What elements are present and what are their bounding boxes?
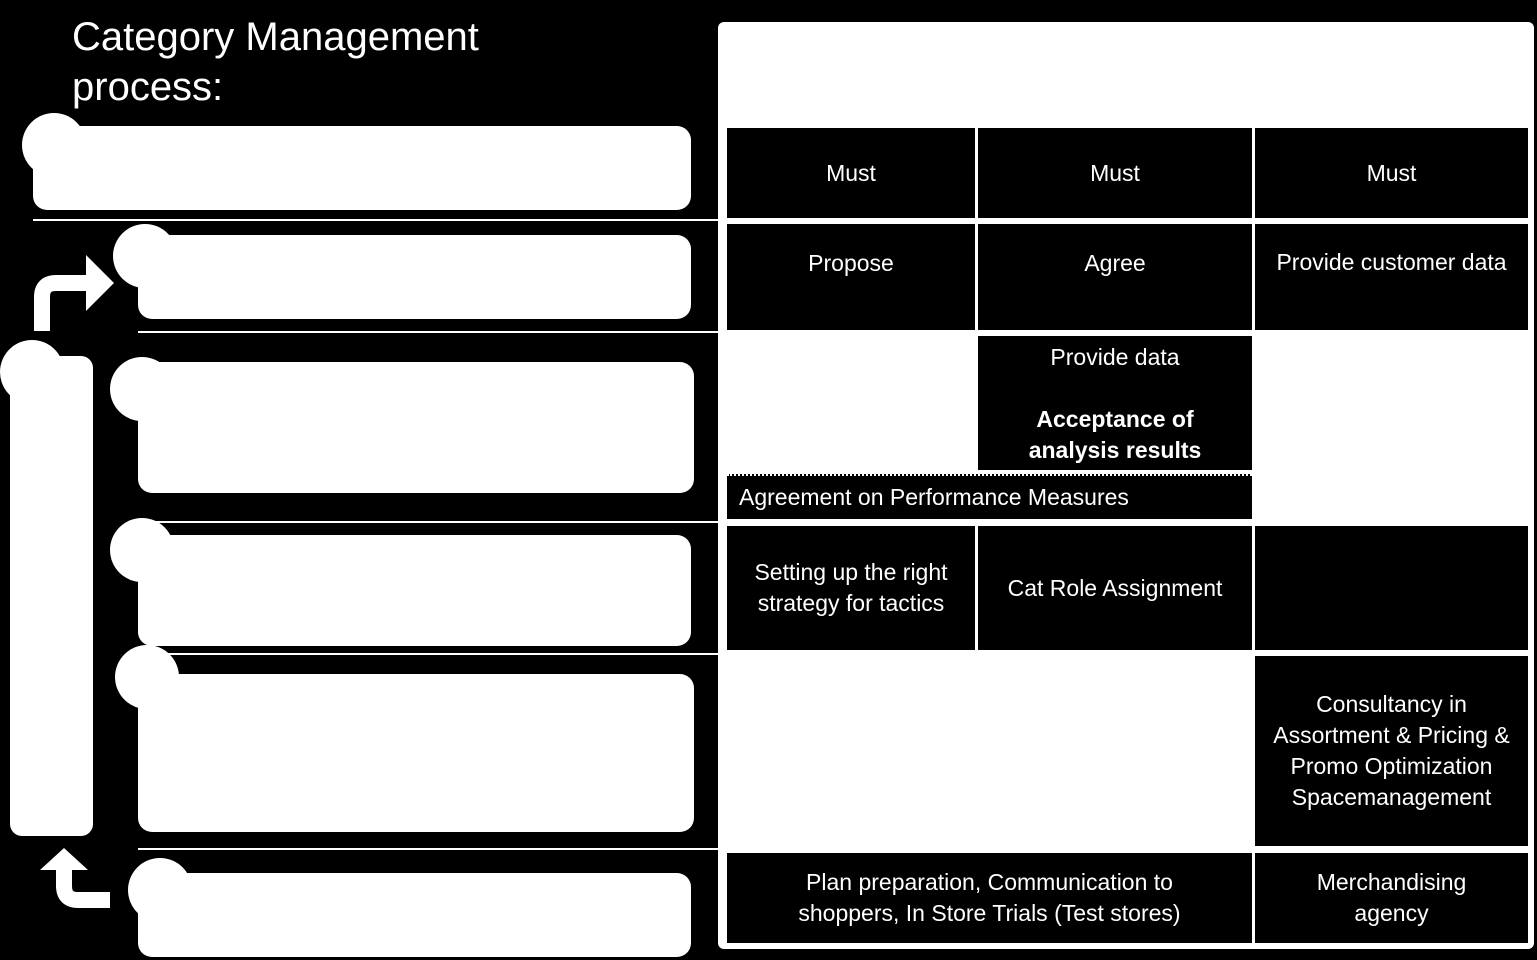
matrix-r6-span: Plan preparation, Communication to shoppers, In Store Trials (Test stores) xyxy=(727,853,1252,943)
step-marker-1 xyxy=(22,113,86,177)
step-marker-3 xyxy=(110,357,174,421)
step-marker-5 xyxy=(115,645,179,709)
loop-arrow-return-icon xyxy=(28,848,118,918)
matrix-r4-c3 xyxy=(1255,526,1528,650)
cycle-bar xyxy=(10,356,93,836)
matrix-r6-c3: Merchandising agency xyxy=(1255,853,1528,943)
matrix-r1-c1: Must xyxy=(727,128,975,218)
step-box-3 xyxy=(138,362,694,493)
diagram-title: Category Management process: xyxy=(72,15,479,109)
step-box-1 xyxy=(33,126,691,210)
loop-arrow-up-icon xyxy=(30,245,120,335)
step-box-6 xyxy=(138,873,691,957)
cycle-marker xyxy=(0,340,64,404)
step-divider-5 xyxy=(138,848,721,850)
step-box-2 xyxy=(138,235,691,319)
step-divider-3 xyxy=(138,521,721,523)
step-marker-2 xyxy=(113,224,177,288)
matrix-r5-c3: Consultancy in Assortment & Pricing & Promo Optimization Spacemanagement xyxy=(1255,656,1528,846)
matrix-r2-c2: Agree xyxy=(978,224,1252,330)
step-marker-6 xyxy=(128,858,192,922)
matrix-r3-span: Agreement on Performance Measures xyxy=(727,474,1252,519)
matrix-r1-c3: Must xyxy=(1255,128,1528,218)
step-divider-1 xyxy=(33,219,721,221)
step-box-5 xyxy=(138,674,694,832)
matrix-r4-c1: Setting up the right strategy for tactics xyxy=(727,526,975,650)
step-marker-4 xyxy=(110,518,174,582)
acceptance-text: Acceptance of analysis results xyxy=(1028,406,1202,463)
matrix-r2-c1: Propose xyxy=(727,224,975,330)
step-box-4 xyxy=(138,535,691,646)
provide-data-text: Provide data xyxy=(1050,344,1180,370)
matrix-r2-c3: Provide customer data xyxy=(1255,224,1528,330)
step-divider-4 xyxy=(138,653,721,655)
matrix-r4-c2: Cat Role Assignment xyxy=(978,526,1252,650)
step-divider-2 xyxy=(138,331,721,333)
matrix-r3-c2 xyxy=(978,336,1252,470)
matrix-r1-c2: Must xyxy=(978,128,1252,218)
